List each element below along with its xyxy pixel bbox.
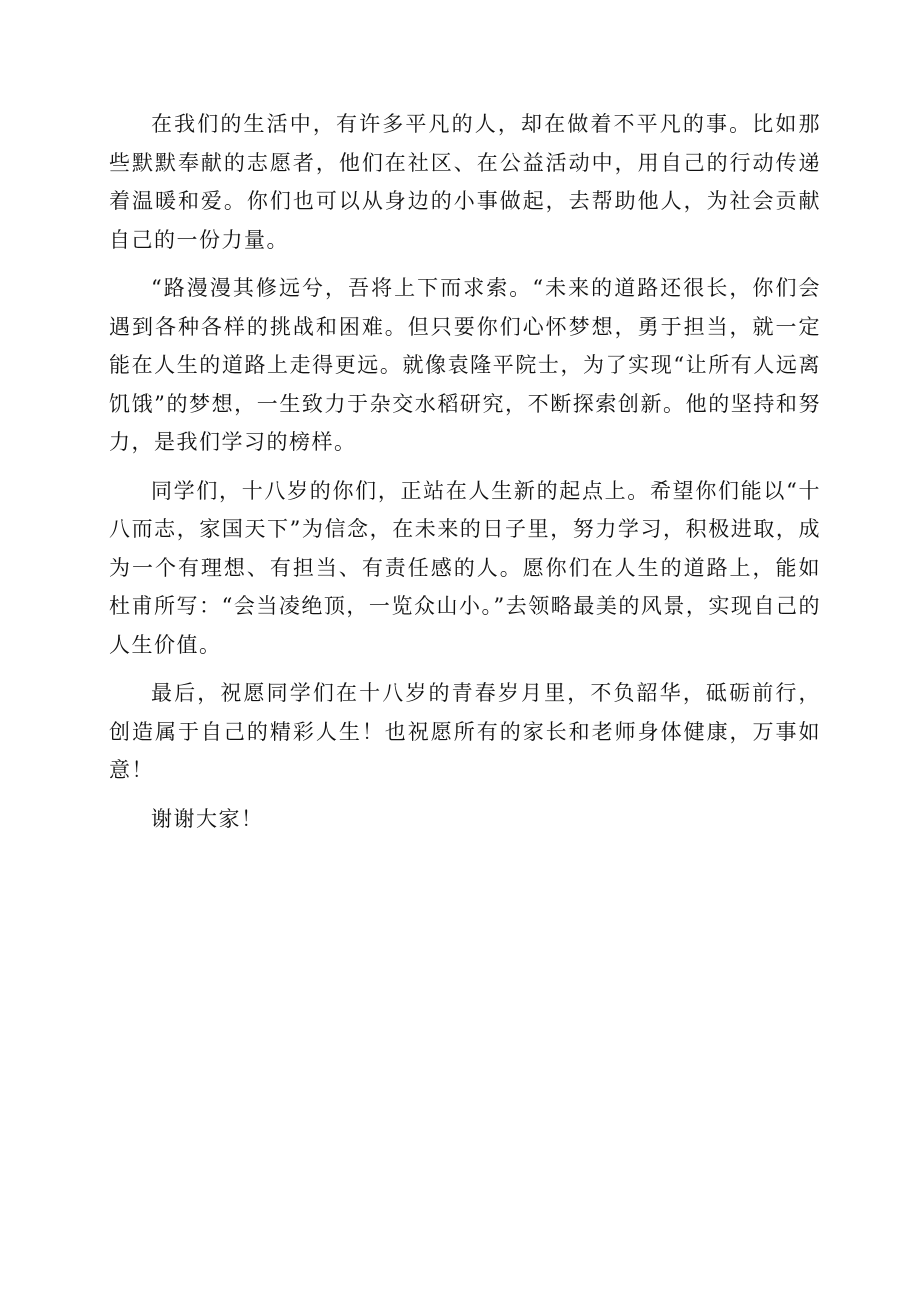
paragraph-volunteers: 在我们的生活中，有许多平凡的人，却在做着不平凡的事。比如那些默默奉献的志愿者，他们在社区、在公益活动中，用自己的行动传递着温暖和爱。你们也可以从身边的小事做起，去帮助他人，为社会贡献自己的一份力量。	[109, 112, 821, 252]
paragraph-quest: “路漫漫其修远兮，吾将上下而求索。“未来的道路还很长，你们会遇到各种各样的挑战和困难。但只要你们心怀梦想，勇于担当，就一定能在人生的道路上走得更远。就像袁隆平院士，为了实现“让所有人远离饥饿”的梦想，一生致力于杂交水稻研究，不断探索创新。他的坚持和努力，是我们学习的榜样。	[109, 276, 821, 454]
document-body	[109, 105, 821, 848]
paragraph-wishes: 最后，祝愿同学们在十八岁的青春岁月里，不负韶华，砥砺前行，创造属于自己的精彩人生！也祝愿所有的家长和老师身体健康，万事如意！	[109, 681, 821, 782]
closing-thanks: 谢谢大家！	[151, 806, 264, 831]
paragraph-eighteen: 同学们，十八岁的你们，正站在人生新的起点上。希望你们能以“十八而志，家国天下”为信念，在未来的日子里，努力学习，积极进取，成为一个有理想、有担当、有责任感的人。愿你们在人生的道路上，能如杜甫所写：“会当凌绝顶，一览众山小。”去领略最美的风景，实现自己的人生价值。	[109, 478, 821, 657]
